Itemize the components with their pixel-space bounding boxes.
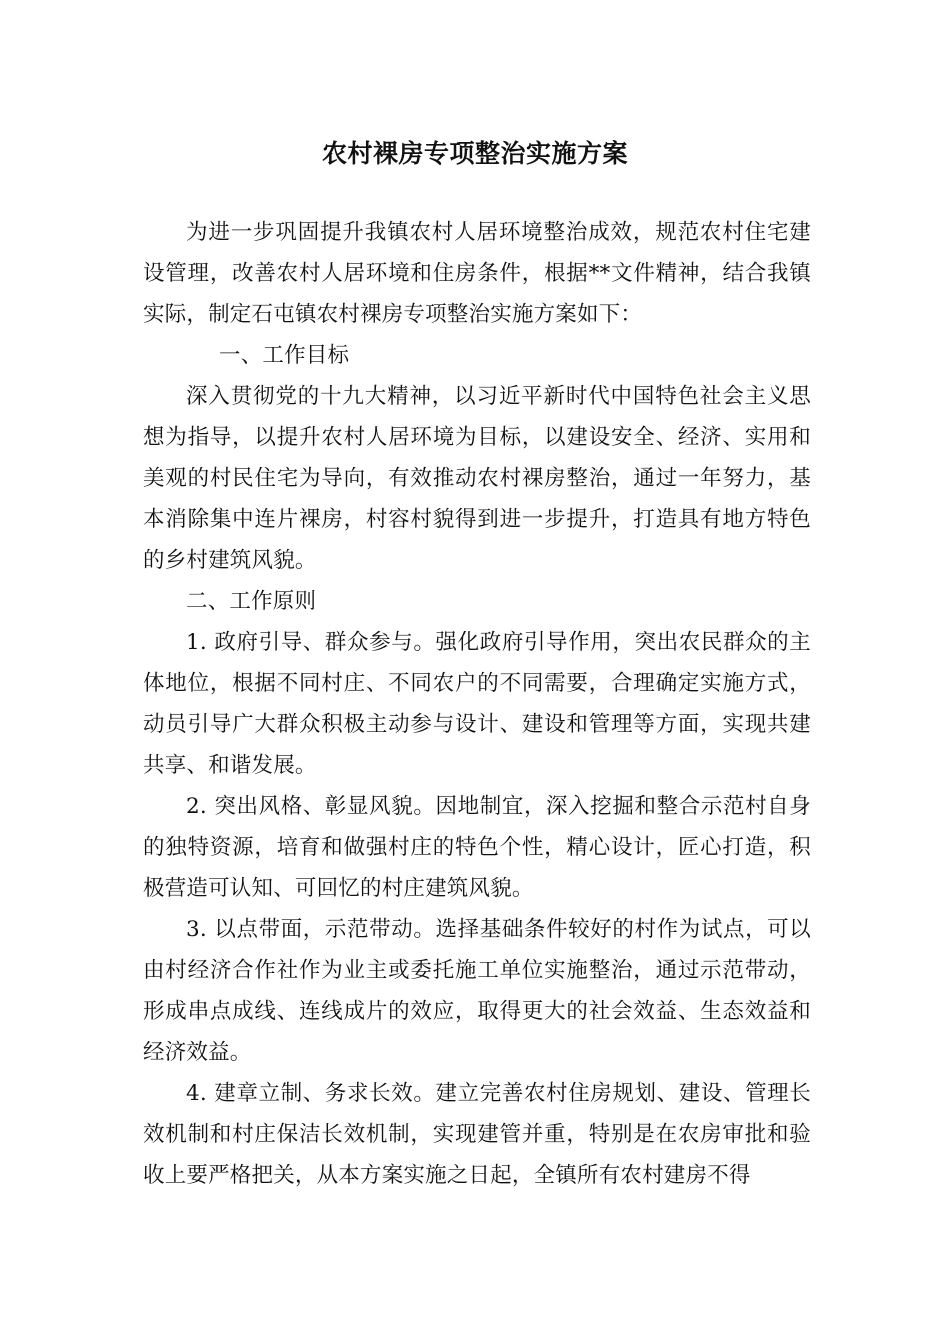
document-body — [143, 212, 811, 1196]
principle-paragraph-3: 3. 以点带面，示范带动。选择基础条件较好的村作为试点，可以由村经济合作社作为业主或委托施工单位实施整治，通过示范带动，形成串点成线、连线成片的效应，取得更大的社会效益、生态效益和经济效益。 — [143, 917, 811, 1065]
document-title: 农村裸房专项整治实施方案 — [321, 139, 628, 168]
principle-paragraph-2: 2. 突出风格、彰显风貌。因地制宜，深入挖掘和整合示范村自身的独特资源，培育和做强村庄的特色个性，精心设计，匠心打造，积极营造可认知、可回忆的村庄建筑风貌。 — [143, 794, 811, 901]
section-heading-goals: 一、工作目标 — [219, 343, 350, 368]
section-heading-principles: 二、工作原则 — [186, 589, 317, 614]
goals-paragraph: 深入贯彻党的十九大精神，以习近平新时代中国特色社会主义思想为指导，以提升农村人居环境为目标，以建设安全、经济、实用和美观的村民住宅为导向，有效推动农村裸房整治，通过一年努力，基本消除集中连片裸房，村容村貌得到进一步提升，打造具有地方特色的乡村建筑风貌。 — [143, 384, 811, 573]
principle-paragraph-4: 4. 建章立制、务求长效。建立完善农村住房规划、建设、管理长效机制和村庄保洁长效机制，实现建管并重，特别是在农房审批和验收上要严格把关，从本方案实施之日起，全镇所有农村建房不得 — [143, 1081, 811, 1188]
intro-paragraph: 为进一步巩固提升我镇农村人居环境整治成效，规范农村住宅建设管理，改善农村人居环境和住房条件，根据**文件精神，结合我镇实际，制定石屯镇农村裸房专项整治实施方案如下： — [143, 220, 811, 327]
principle-paragraph-1: 1. 政府引导、群众参与。强化政府引导作用，突出农民群众的主体地位，根据不同村庄、不同农户的不同需要，合理确定实施方式，动员引导广大群众积极主动参与设计、建设和管理等方面，实现共建共享、和谐发展。 — [143, 630, 811, 778]
